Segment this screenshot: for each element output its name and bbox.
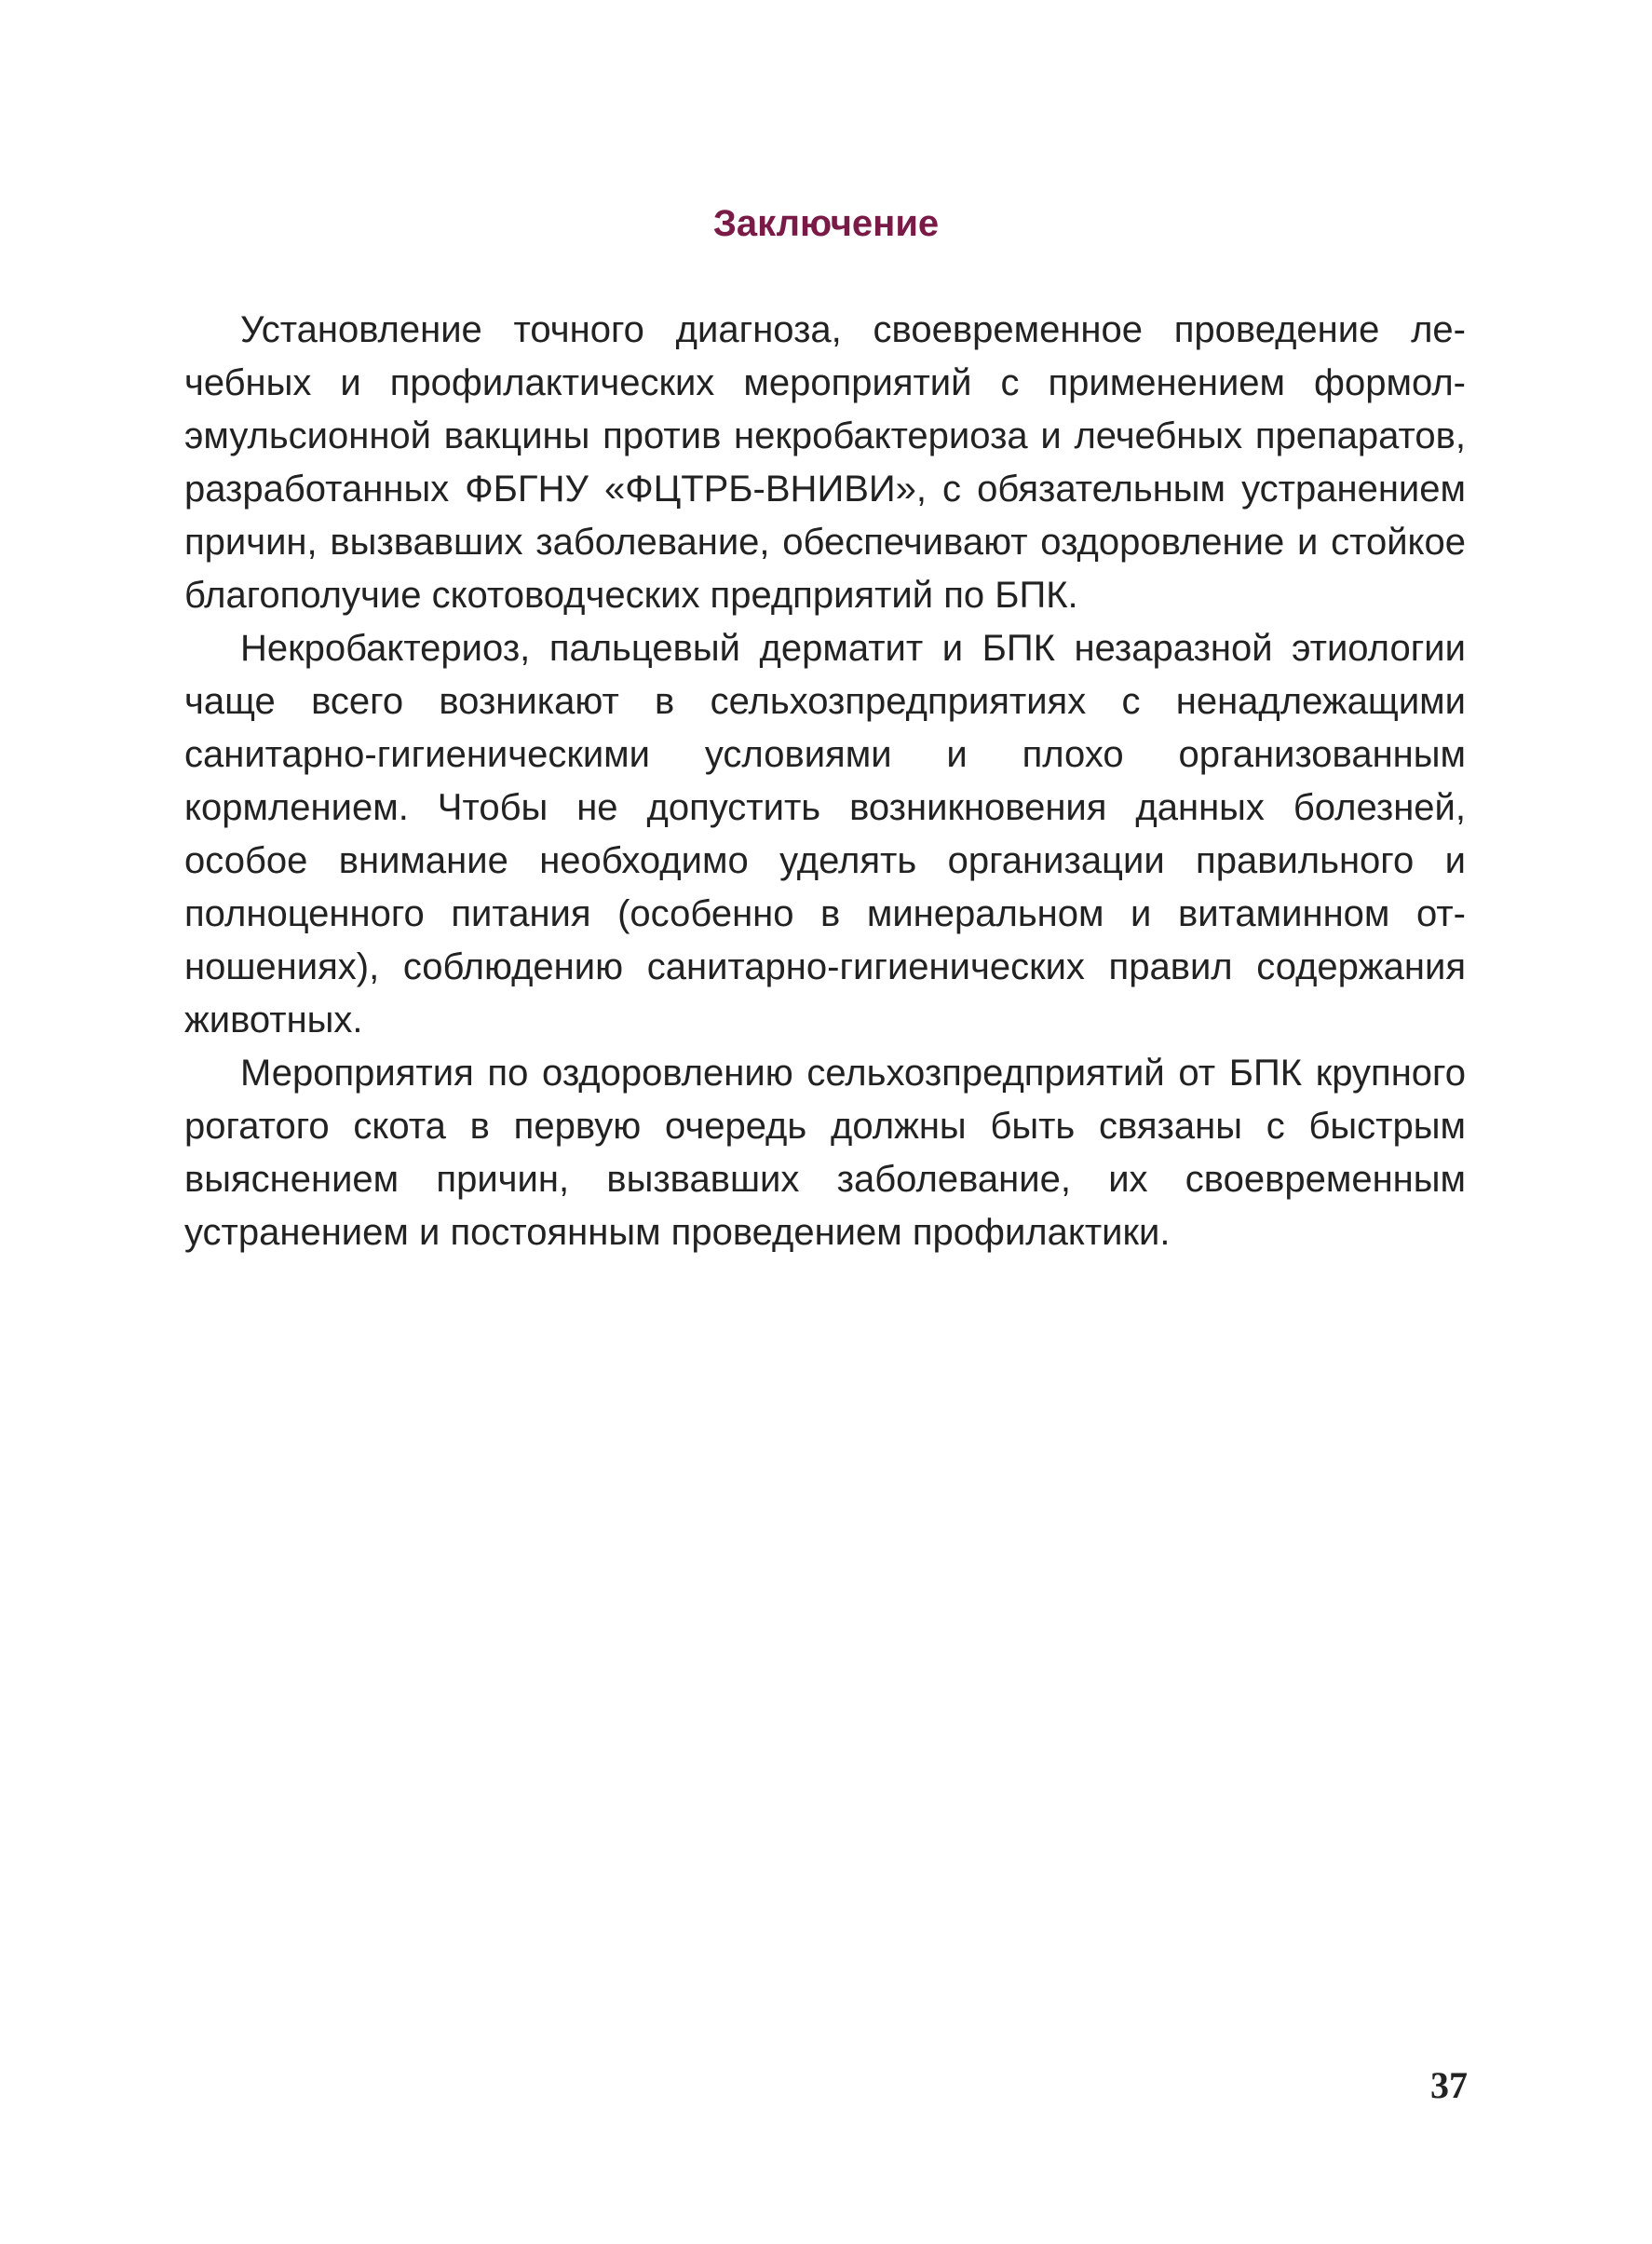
- paragraph-3: Мероприятия по оздоровлению сельхозпредприятий от БПК крупного рогатого скота в первую очередь должны быть связаны с быстрым выяснением причин, вызвавших заболевание, их своевременным устранением и постоянным проведением профилактики.: [184, 1053, 1466, 1253]
- page-number: 37: [1430, 2064, 1468, 2106]
- page-title: Заключение: [712, 203, 940, 244]
- paragraph-1: Установление точного диагноза, своевременное проведение лечебных и профилактических мероприятий с применением формолэмульсионной вакцины против некробактериоза и лечебных препаратов, разработанных ФБГНУ «ФЦТРБ-ВНИВИ», с обязательным устранением причин, вызвавших заболевание, обеспечивают оздоровление и стойкое благополучие скотоводческих предприятий по БПК.: [184, 309, 1466, 616]
- paragraph-2: Некробактериоз, пальцевый дерматит и БПК незаразной этиологии чаще всего возникают в сельхозпредприятиях с ненадлежащими санитарно-гигиеническими условиями и плохо организованным кормлением. Чтобы не допустить возникновения данных болезней, особое внимание необходимо уделять организации правильного и полноценного питания (особенно в минеральном и витаминном отношениях), соблюдению санитарно-гигиенических правил содержания животных.: [184, 628, 1466, 1040]
- body-text: [184, 304, 1466, 1259]
